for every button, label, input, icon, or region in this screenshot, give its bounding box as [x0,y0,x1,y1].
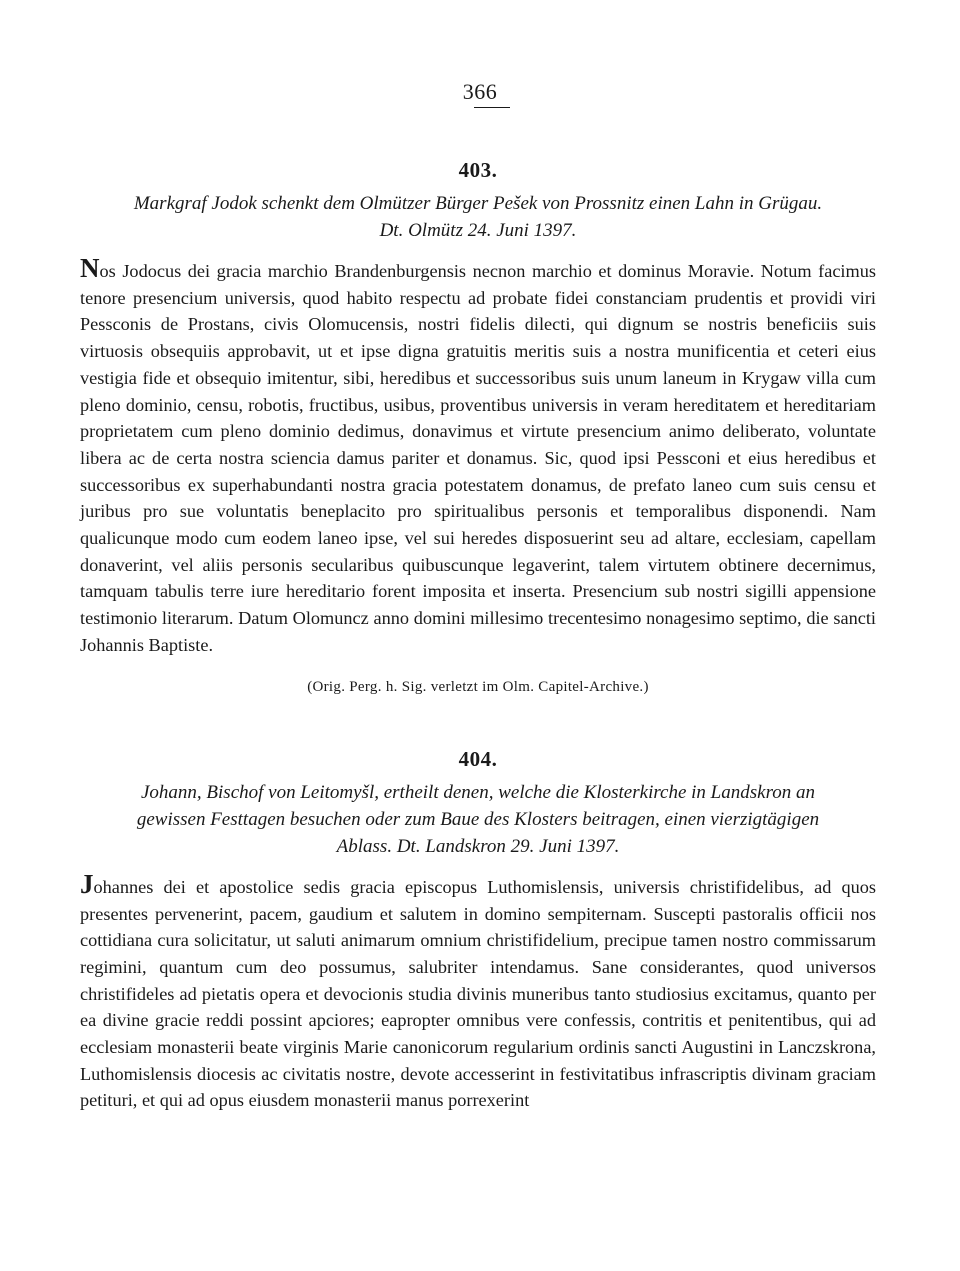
body-text: ohannes dei et apostolice sedis gracia episcopus Luthomislensis, universis christifidelibus, ad quos presentes pervenerint, pacem, gaudium et salutem in domino sempiternam. Suscepti pastoralis officii nos cottidiana cura solicitatur, ut saluti animarum omnium christifidelium, precipue tamen nostro commissarum regimini, quantum cum deo possumus, salubriter intendamus. Sane considerantes, quod universos christifideles ad pietatis opera et devocionis studia divinis muneribus tanto studiosius excitamus, quanto per ea divine gracie reddi possint apciores; eapropter omnibus vere confessis, contritis et penitentibus, qui ad ecclesiam monasterii beate virginis Marie canonicorum regularium ordinis sancti Augustini in Lanczskrona, Luthomislensis diocesis ac civitatis nostre, devote accesserint in festivitatibus infrascriptis divinam graciam petituri, et qui ad opus eiusdem monasterii manus porrexerint [80,876,876,1111]
initial-letter: N [80,253,100,283]
page-number-rule [474,107,510,108]
document-number: 403. [458,158,498,182]
body-text: os Jodocus dei gracia marchio Brandenburgensis necnon marchio et dominus Moravie. Notum facimus tenore presencium universis, quod habito respectu ad probate fidei constanciam prudentis et providi viri Pessconis de Prostans, civis Olomucensis, nostri fidelis dilecti, qui dignum se nostris beneficiis suis virtuosis obsequiis approbavit, ut et ipse digna gratuitis meritis suis a nostra munificentia et ceteri eius vestigia fide et obsequio imitentur, sibi, heredibus et successoribus suis unum laneum in Krygaw villa cum pleno dominio, censu, robotis, fructibus, usibus, proventibus universis in veram hereditatem et hereditariam proprietatem cum pleno dominio dedimus, donavimus et virtute presencium animo deliberato, voluntate libera ac de certa nostra sciencia damus pariter et donamus. Sic, quod ipsi Pessconi et eius heredibus et successoribus ex superhabundanti nostra gracia potestatem donamus, de prefato laneo cum suis censu et juribus pro sue voluntatis beneplacito pro spiritualibus personis et temporalibus disponendi. Nam qualicunque modo cum eodem laneo ipse, vel sui heredes disposuerint seu ad altare, ecclesiam, capellam donaverint, vel aliis personis secularibus quibuscunque legaverint, talem virtutem obtinere decernimus, tamquam tabulis terre iure hereditario forent imposita et inserta. Presencium sub nostri sigilli appensione testimonio literarum. Datum Olomuncz anno domini millesimo trecentesimo nonagesimo septimo, die sancti Johannis Baptiste. [80,261,876,655]
document-heading [80,190,876,244]
heading-line: Markgraf Jodok schenkt dem Olmützer Bürger Pešek von Prossnitz einen Lahn in Grügau. [133,193,823,214]
heading-line: Johann, Bischof von Leitomyšl, ertheilt denen, welche die Klosterkirche in Landskron an [140,781,816,803]
document-number: 404. [458,746,498,771]
heading-line: Dt. Olmütz 24. Juni 1397. [379,220,577,241]
source-note: (Orig. Perg. h. Sig. verletzt im Olm. Capitel-Archive.) [307,678,649,695]
document-body [80,868,876,1114]
document-entry-403 [80,157,876,697]
page-number: 366 [462,79,498,104]
document-heading [80,779,876,860]
initial-letter: J [80,868,94,899]
document-body [80,253,876,659]
heading-line: gewissen Festtagen besuchen oder zum Baue des Klosters beitragen, einen vierzigtägigen [136,808,820,830]
heading-line: Ablass. Dt. Landskron 29. Juni 1397. [336,835,620,857]
document-entry-404 [80,746,876,1114]
document-page [80,78,876,1132]
